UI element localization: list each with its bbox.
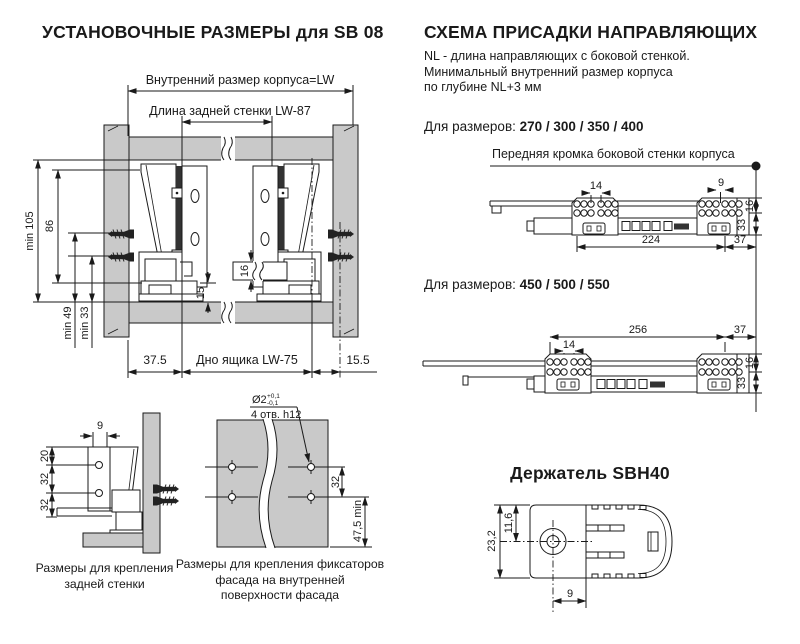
mounting-screw <box>153 497 179 506</box>
dim-9: 9 <box>566 588 574 600</box>
tolerance-lower: -0,1 <box>267 400 279 407</box>
back-wall-caption <box>22 561 187 592</box>
back-wall-caption-line1: Размеры для крепления <box>35 561 174 575</box>
fixator-hole <box>308 494 315 501</box>
nl-note-line1: NL - длина направляющих с боковой стенкой. <box>424 49 690 63</box>
dim-15: 15 <box>195 286 207 300</box>
back-wall-fixing-diagram <box>39 413 179 553</box>
holder-title: Держатель SBH40 <box>510 463 670 483</box>
dim-inner-width-label: Внутренний размер корпуса=LW <box>145 73 335 87</box>
sizes-line-2-values: 450 / 500 / 550 <box>519 277 610 292</box>
dim-32-top: 32 <box>39 472 51 486</box>
sizes-line-1 <box>424 119 644 134</box>
fixator-hole <box>308 464 315 471</box>
facade-caption-line3: поверхности фасада <box>220 588 340 602</box>
holder-sbh40-drawing <box>486 505 672 612</box>
nl-note-line2: Минимальный внутренний размер корпуса <box>424 64 673 79</box>
dim-14: 14 <box>589 180 603 192</box>
dim-23-2: 23,2 <box>486 530 498 552</box>
dim-37-5: 37.5 <box>143 353 167 367</box>
dim-11-6: 11,6 <box>503 512 515 534</box>
dim-224: 224 <box>641 234 661 246</box>
dim-back-wall-length-label: Длина задней стенки LW-87 <box>149 104 311 118</box>
nl-note-line3: по глубине NL+3 мм <box>424 80 542 94</box>
bottom-panel <box>83 533 143 547</box>
sizes-line-2 <box>424 277 610 292</box>
cabinet-side-panel <box>143 413 160 553</box>
facade-caption-line2: фасада на внутренней <box>215 572 345 587</box>
holes-note: 4 отв. h12 <box>251 409 302 421</box>
dim-47-5-min: 47,5 min <box>352 499 364 543</box>
left-title: УСТАНОВОЧНЫЕ РАЗМЕРЫ для SB 08 <box>42 22 384 42</box>
mounting-screw <box>153 485 179 494</box>
fixator-hole <box>229 494 236 501</box>
dim-9: 9 <box>717 177 725 189</box>
front-edge-label: Передняя кромка боковой стенки корпуса <box>492 147 735 161</box>
dim-33: 33 <box>736 218 748 232</box>
tolerance-upper: +0,1 <box>267 393 280 400</box>
sizes-line-1-values: 270 / 300 / 350 / 400 <box>519 119 644 134</box>
dim-33: 33 <box>736 376 748 390</box>
dim-32-bottom: 32 <box>39 498 51 512</box>
dim-min-33: min 33 <box>79 306 91 340</box>
dim-15-5: 15.5 <box>346 353 370 367</box>
cabinet-side-panel-left <box>104 125 129 337</box>
rail-drawing-270-400 <box>490 177 762 252</box>
dim-9: 9 <box>96 420 104 432</box>
back-wall-plate <box>88 447 110 511</box>
dim-16: 16 <box>239 264 251 278</box>
dim-16: 16 <box>744 199 756 213</box>
dim-min-105: min 105 <box>24 211 36 251</box>
fixator-hole <box>229 464 236 471</box>
drawer-bottom-band <box>129 301 333 324</box>
nl-note <box>424 49 690 96</box>
dim-20: 20 <box>39 449 51 463</box>
dim-37: 37 <box>733 234 747 246</box>
dim-drawer-bottom: Дно ящика LW-75 <box>196 353 298 367</box>
facade-fixator-diagram <box>205 393 372 548</box>
back-wall-caption-line2: задней стенки <box>64 576 145 591</box>
cabinet-top-band <box>129 136 333 161</box>
hole-diameter-label: Ø2 <box>252 394 267 406</box>
cabinet-side-panel-right <box>333 125 358 337</box>
dim-16: 16 <box>744 356 756 370</box>
dim-32: 32 <box>330 475 342 489</box>
facade-caption-line1: Размеры для крепления фиксаторов <box>175 557 385 571</box>
installation-section-diagram <box>24 73 377 378</box>
sizes-line-2-label: Для размеров: <box>424 277 516 292</box>
dim-256: 256 <box>628 324 648 336</box>
drawer-side-profile-left <box>139 164 207 301</box>
dim-37: 37 <box>733 324 747 336</box>
dim-min-49: min 49 <box>62 306 74 340</box>
dim-14: 14 <box>562 339 576 351</box>
dim-86: 86 <box>44 219 56 233</box>
sizes-line-1-label: Для размеров: <box>424 119 516 134</box>
facade-caption <box>175 557 385 604</box>
rail-drawing-450-550 <box>423 324 762 393</box>
right-title: СХЕМА ПРИСАДКИ НАПРАВЛЯЮЩИХ <box>424 22 758 42</box>
